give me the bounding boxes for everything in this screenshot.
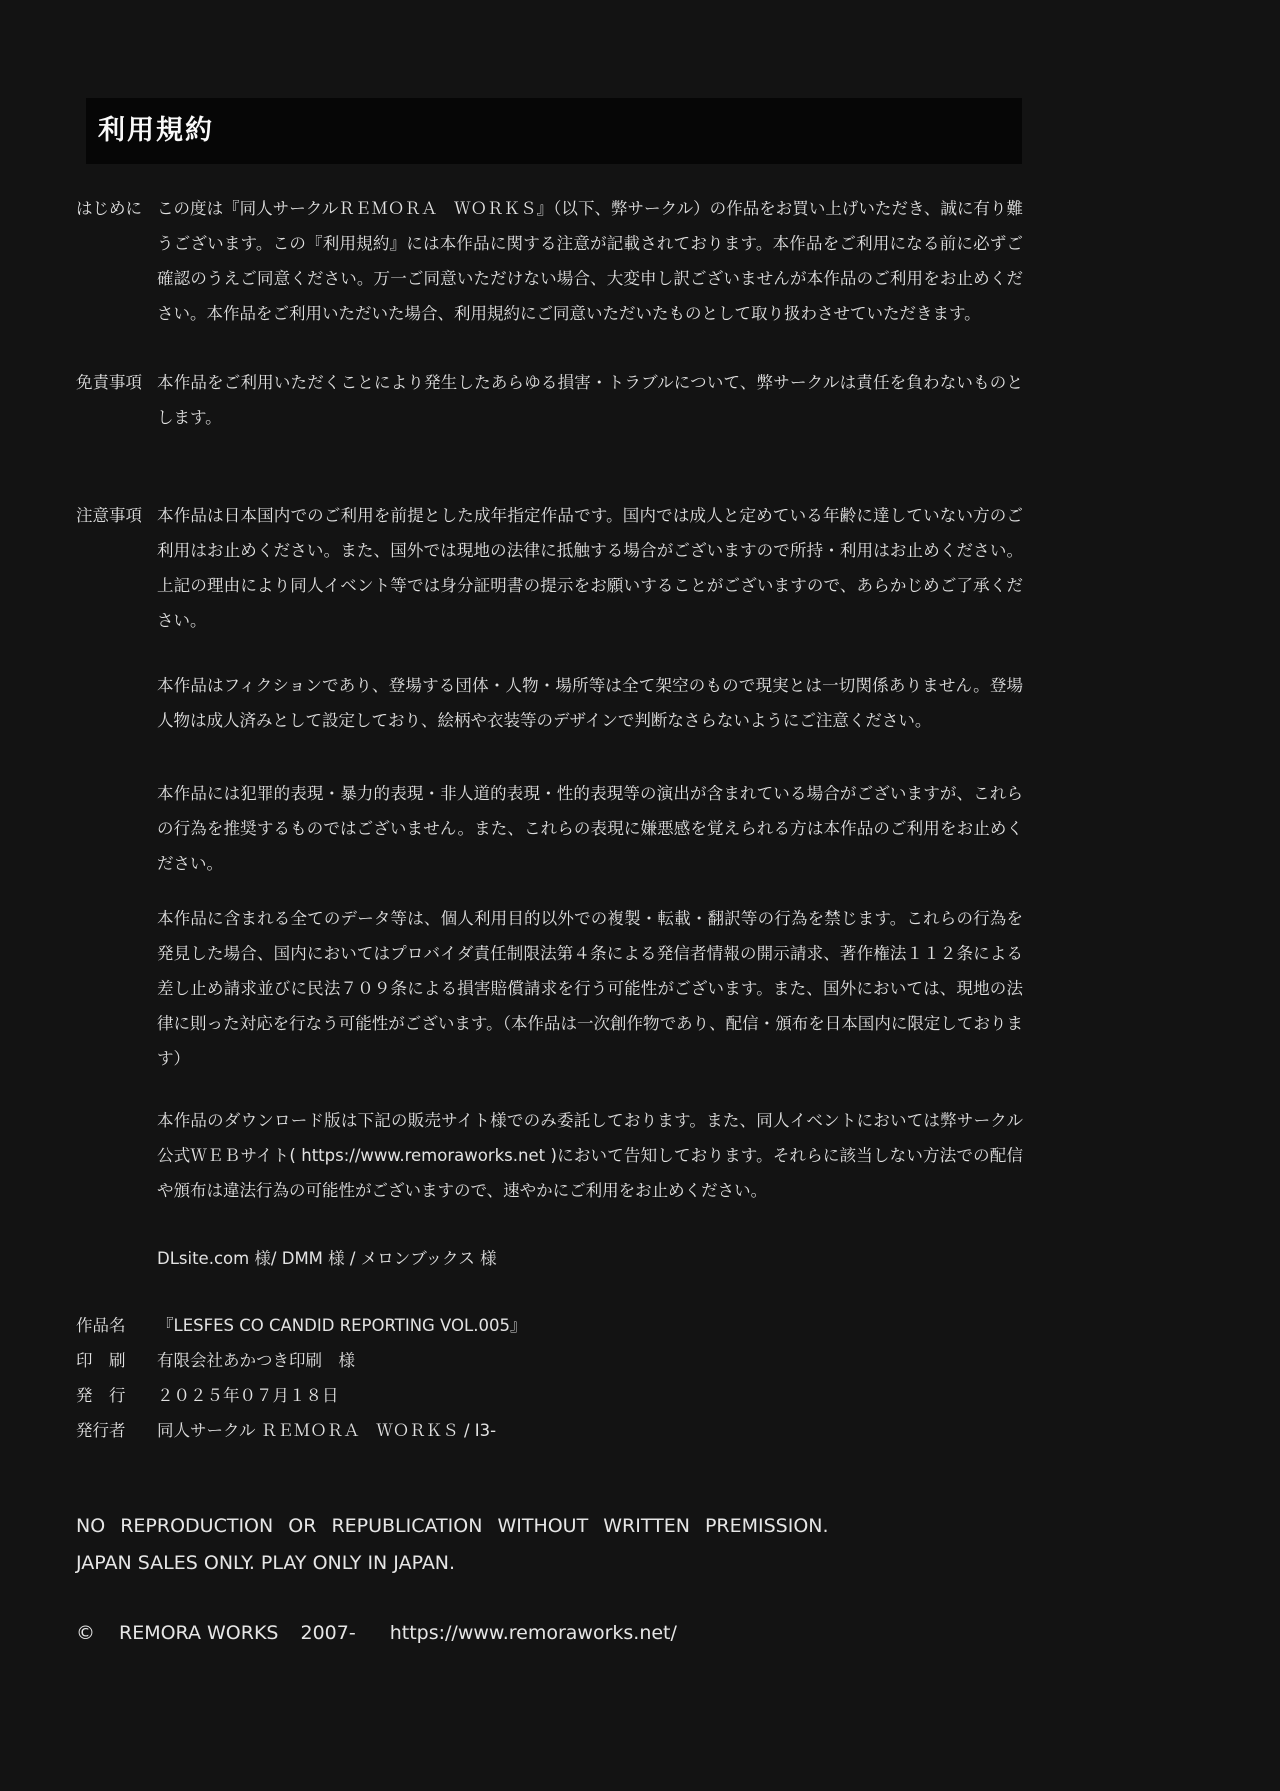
copyright-year: 2007-: [300, 1622, 356, 1644]
info-value-publication-date: ２０２５年０７月１８日: [157, 1386, 339, 1405]
introduction-paragraph: この度は『同人サークルＲＥＭＯＲＡ ＷＯＲＫＳ』（以下、弊サークル）の作品をお買い上げいただき、誠に有り難うございます。この『利用規約』には本作品に関する注意が記載されております。本作品をご利用になる前に必ずご確認のうえご同意ください。万一ご同意いただけない場合、大変申し訳ございませんが本作品のご利用をお止めください。本作品をご利用いただいた場合、利用規約にご同意いただいたものとして取り扱わさせていただきます。: [157, 199, 1023, 323]
info-row-publication-date: [76, 1378, 1023, 1413]
section-label-disclaimer: 免責事項: [76, 373, 142, 392]
info-row-printer: [76, 1343, 1023, 1378]
caution-paragraph-download-distribution: 本作品のダウンロード版は下記の販売サイト様でのみ委託しております。また、同人イベントにおいては弊サークル公式ＷＥＢサイト( https://www.remoraworks.net )において告知しております。それらに該当しない方法での配信や頒布は違法行為の可能性がございますので、速やかにご利用をお止めください。: [157, 1111, 1023, 1200]
info-row-publisher: [76, 1413, 1023, 1448]
copyright-url: https://www.remoraworks.net/: [389, 1622, 677, 1644]
info-label-publisher: 発行者: [76, 1421, 126, 1440]
english-notice-line-1: NO REPRODUCTION OR REPUBLICATION WITHOUT WRITTEN PREMISSION.: [76, 1515, 829, 1537]
copyright-name: REMORA WORKS: [119, 1622, 279, 1644]
caution-paragraph-fiction: 本作品はフィクションであり、登場する団体・人物・場所等は全て架空のもので現実とは一切関係ありません。登場人物は成人済みとして設定しており、絵柄や衣装等のデザインで判断なさらないようにご注意ください。: [157, 676, 1023, 730]
info-row-work-title: [76, 1308, 1023, 1343]
caution-paragraph-expressions: 本作品には犯罪的表現・暴力的表現・非人道的表現・性的表現等の演出が含まれている場合がございますが、これらの行為を推奨するものではございません。また、これらの表現に嫌悪感を覚えられる方は本作品のご利用をお止めください。: [157, 784, 1023, 873]
info-label-publication-date: 発 行: [76, 1386, 126, 1405]
vendor-list: DLsite.com 様/ DMM 様 / メロンブックス 様: [157, 1249, 497, 1268]
section-label-introduction: はじめに: [76, 199, 142, 218]
info-value-publisher: 同人サークル ＲＥＭＯＲＡ ＷＯＲＫＳ / I3-: [157, 1421, 497, 1440]
info-label-printer: 印 刷: [76, 1351, 126, 1370]
info-value-work-title: 『LESFES CO CANDID REPORTING VOL.005』: [157, 1316, 527, 1335]
info-value-printer: 有限会社あかつき印刷 様: [157, 1351, 355, 1370]
section-label-cautions: 注意事項: [76, 506, 142, 525]
page-title: 利用規約: [98, 115, 214, 146]
english-notice-line-2: JAPAN SALES ONLY. PLAY ONLY IN JAPAN.: [76, 1552, 456, 1574]
title-panel: [86, 98, 1022, 164]
caution-paragraph-copyright-law: 本作品に含まれる全てのデータ等は、個人利用目的以外での複製・転載・翻訳等の行為を禁じます。これらの行為を発見した場合、国内においてはプロバイダ責任制限法第４条による発信者情報の開示請求、著作権法１１２条による差し止め請求並びに民法７０９条による損害賠償請求を行う可能性がございます。また、国外においては、現地の法律に則った対応を行なう可能性がございます。（本作品は一次創作物であり、配信・頒布を日本国内に限定しております）: [157, 909, 1023, 1068]
info-label-work-title: 作品名: [76, 1316, 126, 1335]
caution-paragraph-age-restriction: 本作品は日本国内でのご利用を前提とした成年指定作品です。国内では成人と定めている年齢に達していない方のご利用はお止めください。また、国外では現地の法律に抵触する場合がございますので所持・利用はお止めください。上記の理由により同人イベント等では身分証明書の提示をお願いすることがございますので、あらかじめご了承ください。: [157, 506, 1023, 630]
copyright-line: [76, 1615, 677, 1652]
disclaimer-paragraph: 本作品をご利用いただくことにより発生したあらゆる損害・トラブルについて、弊サークルは責任を負わないものとします。: [157, 373, 1023, 427]
copyright-symbol: ©: [76, 1622, 95, 1644]
